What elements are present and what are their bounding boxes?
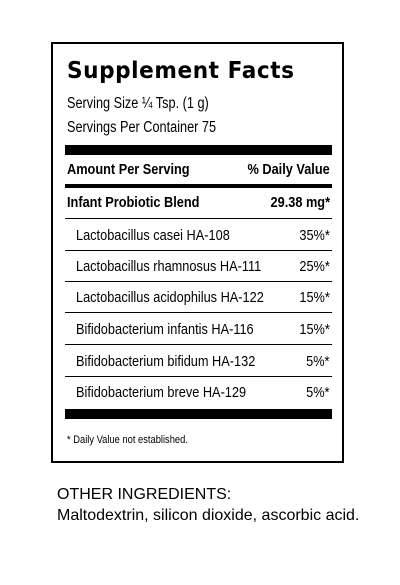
servings-per-container: Servings Per Container 75 [67, 119, 217, 136]
row-divider [65, 218, 332, 219]
other-ingredients-heading: OTHER INGREDIENTS: [57, 486, 232, 503]
supplement-facts-panel [51, 42, 344, 463]
ingredient-dv: 25%* [299, 258, 330, 275]
other-ingredients-text: Maltodextrin, silicon dioxide, ascorbic acid. [57, 507, 360, 524]
ingredient-dv: 15%* [299, 321, 330, 338]
row-divider [65, 344, 332, 345]
row-divider [65, 312, 332, 313]
blend-name: Infant Probiotic Blend [67, 194, 200, 211]
ingredient-name: Bifidobacterium infantis HA-116 [76, 321, 254, 338]
top-thick-divider [65, 145, 332, 155]
ingredient-name: Bifidobacterium bifidum HA-132 [76, 353, 256, 370]
header-divider [65, 184, 332, 188]
ingredient-name: Lactobacillus casei HA-108 [76, 227, 230, 244]
footnote: * Daily Value not established. [67, 434, 188, 446]
amount-per-serving-label: Amount Per Serving [67, 161, 190, 178]
ingredient-row [76, 350, 330, 374]
ingredient-name: Bifidobacterium breve HA-129 [76, 384, 247, 401]
bottom-thick-divider [65, 409, 332, 419]
ingredient-dv: 5%* [306, 353, 330, 370]
blend-amount: 29.38 mg* [270, 194, 330, 211]
ingredient-row [76, 224, 330, 248]
ingredient-dv: 15%* [299, 289, 330, 306]
ingredient-row [76, 381, 330, 405]
ingredient-row [76, 318, 330, 342]
ingredient-dv: 35%* [299, 227, 330, 244]
row-divider [65, 250, 332, 251]
ingredient-row [76, 286, 330, 310]
ingredient-row [76, 255, 330, 279]
panel-title: Supplement Facts [67, 58, 295, 84]
serving-size: Serving Size ¼ Tsp. (1 g) [67, 95, 209, 112]
row-divider [65, 376, 332, 377]
daily-value-label: % Daily Value [247, 161, 330, 178]
ingredient-dv: 5%* [306, 384, 330, 401]
ingredient-name: Lactobacillus acidophilus HA-122 [76, 289, 264, 306]
blend-row [67, 190, 330, 216]
ingredient-name: Lactobacillus rhamnosus HA-111 [76, 258, 262, 275]
row-divider [65, 281, 332, 282]
amount-header-row [67, 157, 330, 183]
